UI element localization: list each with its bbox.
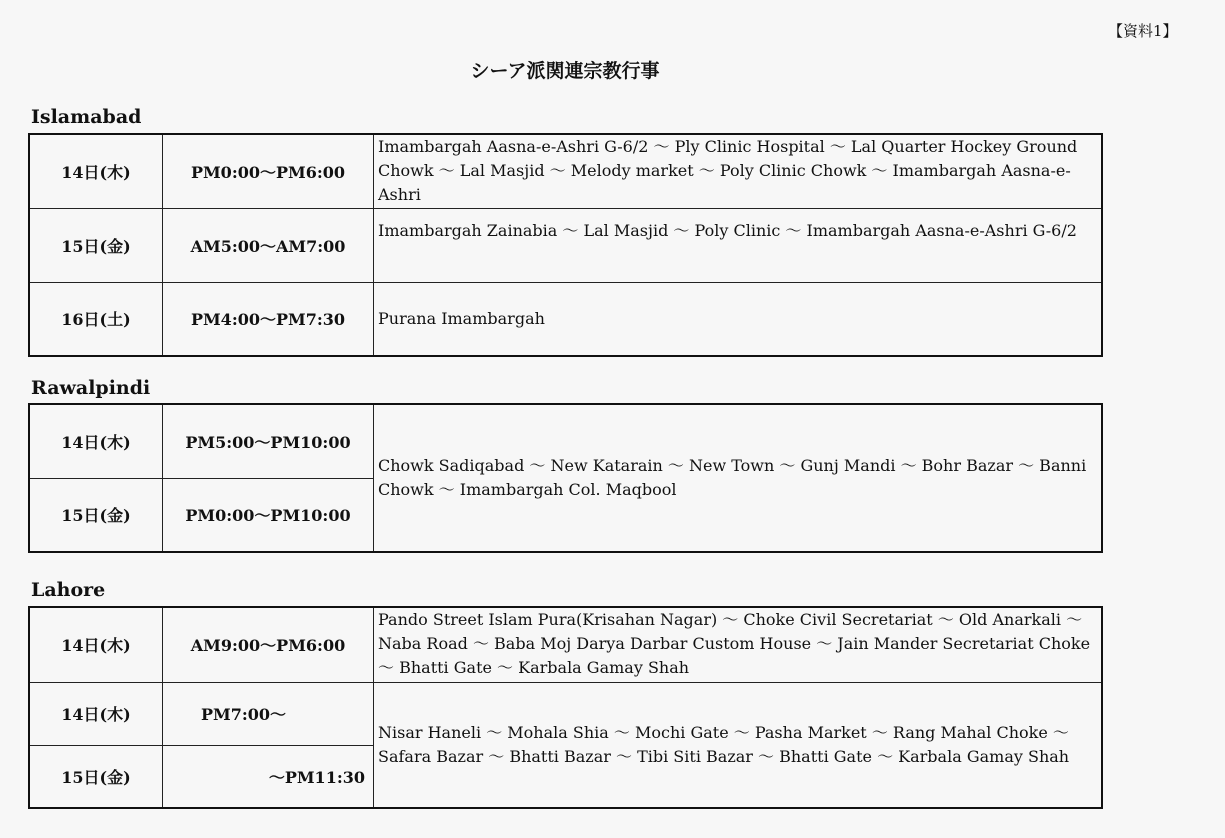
time-cell: PM0:00〜PM10:00 bbox=[163, 478, 374, 552]
table-row bbox=[29, 607, 1102, 682]
city-heading-islamabad: Islamabad bbox=[31, 106, 142, 128]
route-cell: Imambargah Aasna-e-Ashri G-6/2 〜 Ply Clinic Hospital 〜 Lal Quarter Hockey Ground Chowk 〜 Lal Masjid 〜 Melody market 〜 Poly Clinic Chowk 〜 Imambargah Aasna-e-Ashri bbox=[374, 134, 1103, 208]
route-cell: Chowk Sadiqabad 〜 New Katarain 〜 New Town 〜 Gunj Mandi 〜 Bohr Bazar 〜 Banni Chowk 〜 Imambargah Col. Maqbool bbox=[374, 404, 1103, 552]
city-heading-rawalpindi: Rawalpindi bbox=[31, 377, 151, 399]
route-cell: Imambargah Zainabia 〜 Lal Masjid 〜 Poly Clinic 〜 Imambargah Aasna-e-Ashri G-6/2 bbox=[374, 208, 1103, 282]
document-title: シーア派関連宗教行事 bbox=[470, 60, 660, 82]
table-row bbox=[29, 208, 1102, 282]
schedule-table-rawalpindi bbox=[28, 403, 1103, 553]
time-cell: PM0:00〜PM6:00 bbox=[163, 134, 374, 208]
document-label: 【資料1】 bbox=[1108, 22, 1178, 40]
route-cell: Purana Imambargah bbox=[374, 282, 1103, 356]
table-row bbox=[29, 134, 1102, 208]
table-row bbox=[29, 282, 1102, 356]
time-cell: PM7:00〜 bbox=[163, 682, 374, 745]
date-cell: 14日(木) bbox=[29, 404, 163, 478]
route-cell: Nisar Haneli 〜 Mohala Shia 〜 Mochi Gate 〜 Pasha Market 〜 Rang Mahal Choke 〜 Safara Bazar 〜 Bhatti Bazar 〜 Tibi Siti Bazar 〜 Bhatti Gate 〜 Karbala Gamay Shah bbox=[374, 682, 1103, 808]
table-row bbox=[29, 404, 1102, 478]
date-cell: 15日(金) bbox=[29, 208, 163, 282]
table-row bbox=[29, 682, 1102, 745]
time-cell: 〜PM11:30 bbox=[163, 745, 374, 808]
date-cell: 15日(金) bbox=[29, 478, 163, 552]
city-heading-lahore: Lahore bbox=[31, 579, 106, 601]
date-cell: 14日(木) bbox=[29, 607, 163, 682]
route-cell: Pando Street Islam Pura(Krisahan Nagar) 〜 Choke Civil Secretariat 〜 Old Anarkali 〜 Naba Road 〜 Baba Moj Darya Darbar Custom House 〜 Jain Mander Secretariat Choke 〜 Bhatti Gate 〜 Karbala Gamay Shah bbox=[374, 607, 1103, 682]
time-cell: PM5:00〜PM10:00 bbox=[163, 404, 374, 478]
time-cell: AM9:00〜PM6:00 bbox=[163, 607, 374, 682]
time-cell: PM4:00〜PM7:30 bbox=[163, 282, 374, 356]
date-cell: 15日(金) bbox=[29, 745, 163, 808]
date-cell: 14日(木) bbox=[29, 134, 163, 208]
schedule-table-islamabad bbox=[28, 133, 1103, 357]
time-cell: AM5:00〜AM7:00 bbox=[163, 208, 374, 282]
schedule-table-lahore bbox=[28, 606, 1103, 809]
date-cell: 16日(土) bbox=[29, 282, 163, 356]
date-cell: 14日(木) bbox=[29, 682, 163, 745]
